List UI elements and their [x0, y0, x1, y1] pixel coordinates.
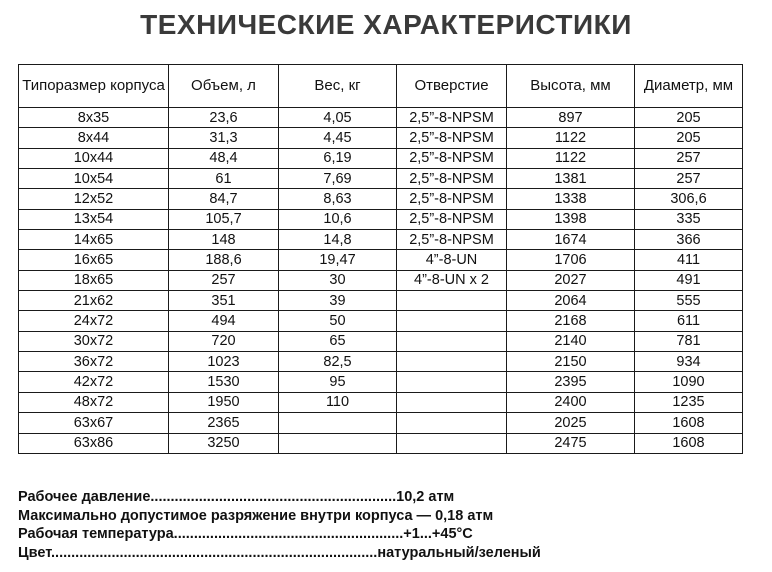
- cell-size: 8x35: [19, 108, 169, 128]
- cell-volume: 148: [169, 230, 279, 250]
- cell-height: 2140: [507, 331, 635, 351]
- cell-port: 2,5”-8-NPSM: [397, 189, 507, 209]
- cell-height: 2475: [507, 433, 635, 453]
- cell-volume: 105,7: [169, 209, 279, 229]
- spec-note-line: Рабочее давление.............................................................10,2 атм: [18, 489, 455, 505]
- cell-size: 21x62: [19, 291, 169, 311]
- cell-height: 2025: [507, 413, 635, 433]
- table-row: [19, 372, 743, 392]
- cell-port: 2,5”-8-NPSM: [397, 148, 507, 168]
- cell-size: 18x65: [19, 270, 169, 290]
- cell-diameter: 366: [635, 230, 743, 250]
- cell-weight: 8,63: [279, 189, 397, 209]
- cell-volume: 257: [169, 270, 279, 290]
- table-row: [19, 128, 743, 148]
- cell-weight: 50: [279, 311, 397, 331]
- cell-height: 1381: [507, 169, 635, 189]
- table-row: [19, 331, 743, 351]
- page-title: ТЕХНИЧЕСКИЕ ХАРАКТЕРИСТИКИ: [140, 9, 632, 40]
- cell-diameter: 335: [635, 209, 743, 229]
- cell-weight: 39: [279, 291, 397, 311]
- spec-note-line: Цвет.................................................................................натуральный/зеленый: [18, 544, 541, 561]
- cell-weight: 10,6: [279, 209, 397, 229]
- spec-table: [18, 64, 743, 454]
- cell-diameter: 1608: [635, 413, 743, 433]
- cell-volume: 1023: [169, 352, 279, 372]
- cell-weight: [279, 413, 397, 433]
- cell-size: 14x65: [19, 230, 169, 250]
- table-row: [19, 250, 743, 270]
- cell-weight: [279, 433, 397, 453]
- cell-volume: 1530: [169, 372, 279, 392]
- table-body: [19, 108, 743, 454]
- cell-weight: 110: [279, 392, 397, 412]
- cell-size: 63x86: [19, 433, 169, 453]
- table-row: [19, 392, 743, 412]
- col-header-weight: Вес, кг: [279, 65, 397, 108]
- cell-volume: 48,4: [169, 148, 279, 168]
- table-row: [19, 148, 743, 168]
- cell-weight: 14,8: [279, 230, 397, 250]
- spec-note-line: Рабочая температура.........................................................+1...+45°С: [18, 526, 473, 542]
- table-row: [19, 433, 743, 453]
- cell-height: 1122: [507, 148, 635, 168]
- cell-volume: 1950: [169, 392, 279, 412]
- cell-size: 30x72: [19, 331, 169, 351]
- cell-size: 24x72: [19, 311, 169, 331]
- cell-weight: 30: [279, 270, 397, 290]
- cell-port: [397, 392, 507, 412]
- cell-size: 12x52: [19, 189, 169, 209]
- table-row: [19, 209, 743, 229]
- cell-weight: 82,5: [279, 352, 397, 372]
- cell-size: 10x44: [19, 148, 169, 168]
- cell-height: 2395: [507, 372, 635, 392]
- cell-weight: 6,19: [279, 148, 397, 168]
- spec-note-line: Максимально допустимое разряжение внутри корпуса — 0,18 атм: [18, 507, 494, 524]
- cell-port: [397, 311, 507, 331]
- cell-diameter: 611: [635, 311, 743, 331]
- cell-port: [397, 372, 507, 392]
- cell-port: 2,5”-8-NPSM: [397, 209, 507, 229]
- cell-size: 13x54: [19, 209, 169, 229]
- cell-volume: 720: [169, 331, 279, 351]
- cell-volume: 61: [169, 169, 279, 189]
- cell-port: [397, 433, 507, 453]
- cell-diameter: 411: [635, 250, 743, 270]
- cell-diameter: 491: [635, 270, 743, 290]
- cell-weight: 4,05: [279, 108, 397, 128]
- cell-weight: 7,69: [279, 169, 397, 189]
- cell-weight: 4,45: [279, 128, 397, 148]
- cell-volume: 494: [169, 311, 279, 331]
- cell-height: 897: [507, 108, 635, 128]
- cell-port: 2,5”-8-NPSM: [397, 169, 507, 189]
- cell-volume: 351: [169, 291, 279, 311]
- cell-height: 1338: [507, 189, 635, 209]
- cell-size: 48x72: [19, 392, 169, 412]
- cell-weight: 19,47: [279, 250, 397, 270]
- cell-size: 16x65: [19, 250, 169, 270]
- cell-size: 63x67: [19, 413, 169, 433]
- table-row: [19, 108, 743, 128]
- col-header-size: Типоразмер корпуса: [19, 65, 169, 108]
- cell-diameter: 306,6: [635, 189, 743, 209]
- notes-block: [18, 488, 541, 562]
- cell-volume: 84,7: [169, 189, 279, 209]
- cell-height: 1122: [507, 128, 635, 148]
- cell-diameter: 205: [635, 108, 743, 128]
- cell-height: 1706: [507, 250, 635, 270]
- cell-height: 2027: [507, 270, 635, 290]
- cell-port: 2,5”-8-NPSM: [397, 108, 507, 128]
- table-header-row: [19, 65, 743, 108]
- cell-port: 2,5”-8-NPSM: [397, 230, 507, 250]
- cell-volume: 31,3: [169, 128, 279, 148]
- cell-size: 8x44: [19, 128, 169, 148]
- cell-height: 2400: [507, 392, 635, 412]
- cell-diameter: 1235: [635, 392, 743, 412]
- cell-port: 2,5”-8-NPSM: [397, 128, 507, 148]
- col-header-volume: Объем, л: [169, 65, 279, 108]
- cell-height: 1674: [507, 230, 635, 250]
- col-header-height: Высота, мм: [507, 65, 635, 108]
- table-row: [19, 169, 743, 189]
- cell-weight: 65: [279, 331, 397, 351]
- col-header-diameter: Диаметр, мм: [635, 65, 743, 108]
- table-row: [19, 311, 743, 331]
- cell-height: 2064: [507, 291, 635, 311]
- cell-port: [397, 331, 507, 351]
- cell-diameter: 1090: [635, 372, 743, 392]
- cell-diameter: 934: [635, 352, 743, 372]
- cell-height: 2150: [507, 352, 635, 372]
- cell-size: 36x72: [19, 352, 169, 372]
- table-row: [19, 413, 743, 433]
- cell-height: 2168: [507, 311, 635, 331]
- cell-port: [397, 413, 507, 433]
- cell-diameter: 257: [635, 169, 743, 189]
- cell-volume: 2365: [169, 413, 279, 433]
- cell-diameter: 1608: [635, 433, 743, 453]
- cell-port: [397, 352, 507, 372]
- cell-port: 4”-8-UN: [397, 250, 507, 270]
- table-row: [19, 189, 743, 209]
- cell-diameter: 555: [635, 291, 743, 311]
- table-row: [19, 270, 743, 290]
- table-row: [19, 291, 743, 311]
- cell-diameter: 257: [635, 148, 743, 168]
- cell-height: 1398: [507, 209, 635, 229]
- table-row: [19, 352, 743, 372]
- cell-volume: 188,6: [169, 250, 279, 270]
- cell-volume: 23,6: [169, 108, 279, 128]
- cell-diameter: 781: [635, 331, 743, 351]
- cell-size: 42x72: [19, 372, 169, 392]
- cell-size: 10x54: [19, 169, 169, 189]
- table-row: [19, 230, 743, 250]
- cell-volume: 3250: [169, 433, 279, 453]
- cell-port: 4”-8-UN x 2: [397, 270, 507, 290]
- col-header-port: Отверстие: [397, 65, 507, 108]
- cell-port: [397, 291, 507, 311]
- cell-diameter: 205: [635, 128, 743, 148]
- cell-weight: 95: [279, 372, 397, 392]
